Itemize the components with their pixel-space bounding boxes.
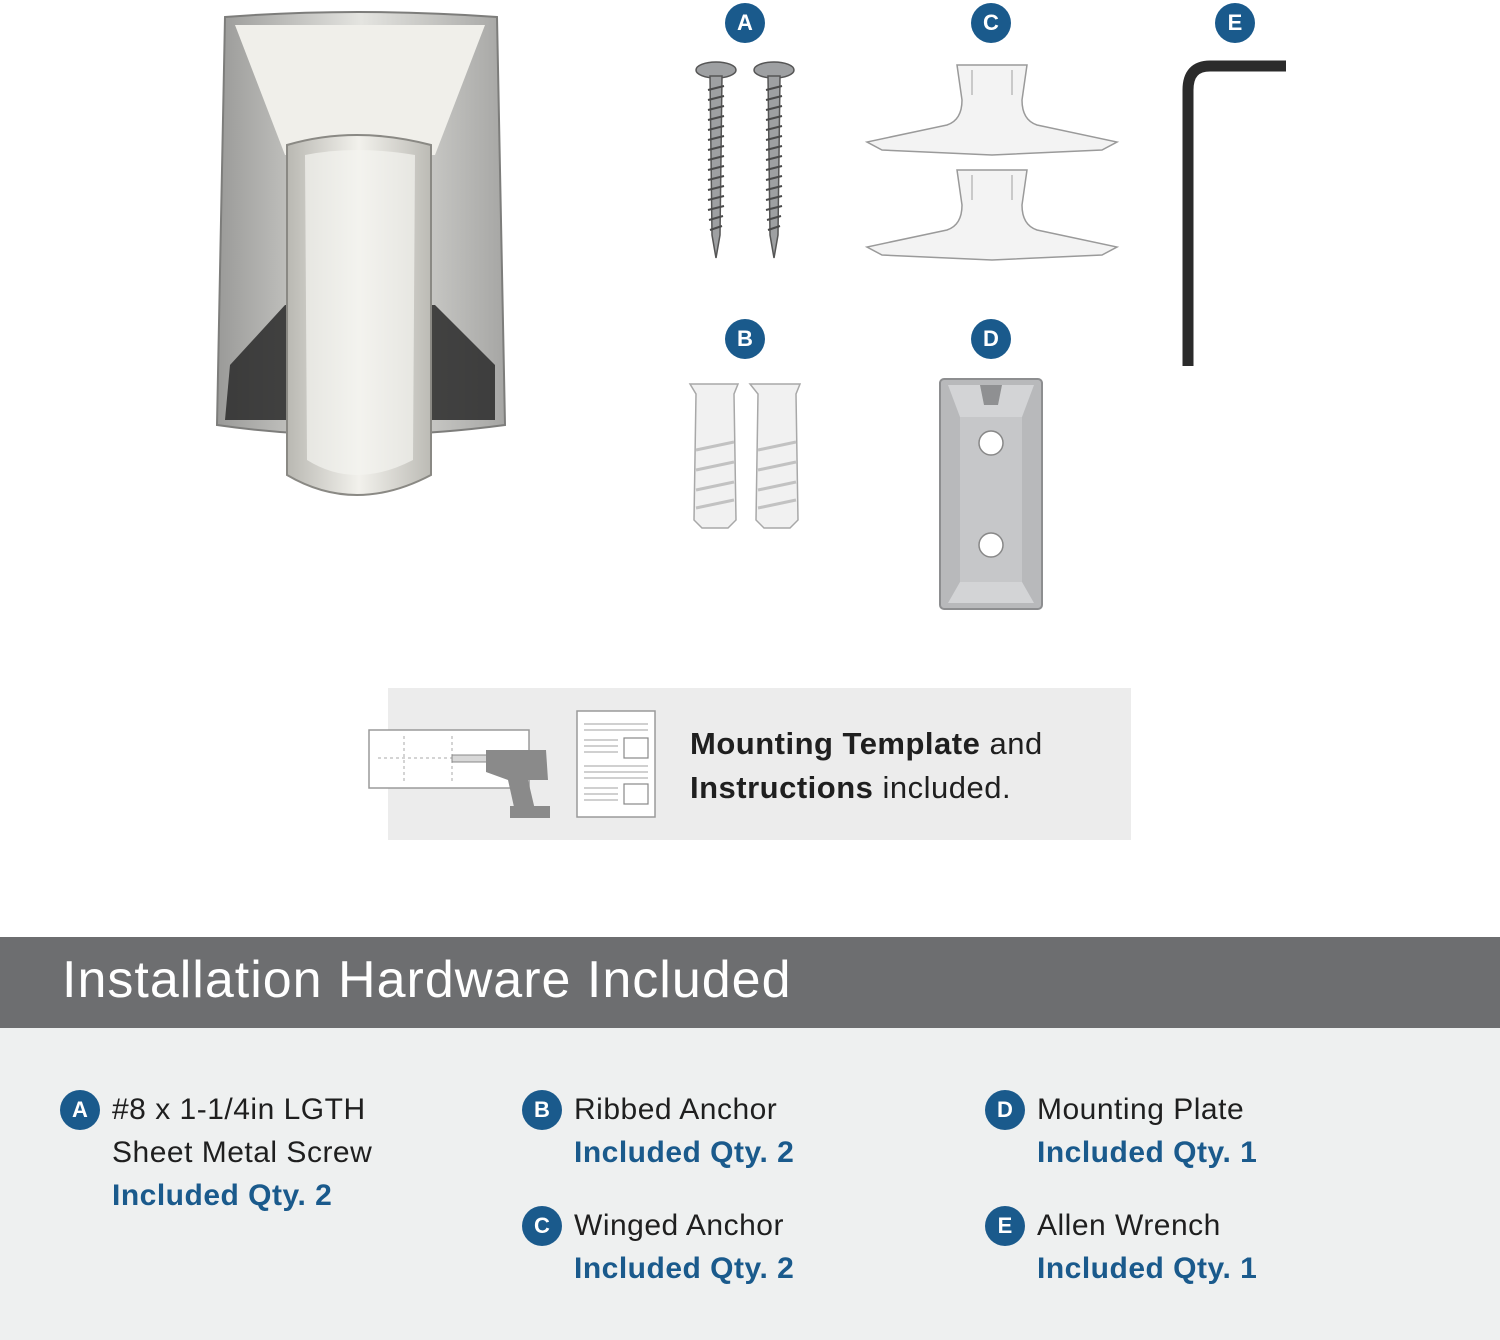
part-d-badge: D (971, 319, 1011, 359)
item-a-qty: Included Qty. 2 (112, 1179, 333, 1212)
item-b-badge: B (522, 1090, 562, 1130)
part-e-badge: E (1215, 3, 1255, 43)
item-b-qty: Included Qty. 2 (574, 1136, 795, 1169)
item-c-line1: Winged Anchor (574, 1209, 784, 1242)
item-e-line1: Allen Wrench (1037, 1209, 1221, 1242)
part-b-badge: B (725, 319, 765, 359)
drill-template-icon (368, 710, 553, 822)
item-e-badge: E (985, 1206, 1025, 1246)
item-e-qty: Included Qty. 1 (1037, 1252, 1258, 1285)
template-text-2: included. (873, 770, 1012, 805)
template-bold-1: Mounting Template (690, 726, 981, 761)
item-c-qty: Included Qty. 2 (574, 1252, 795, 1285)
screw-icon (690, 60, 800, 260)
item-b-text (574, 1088, 794, 1174)
item-d-badge: D (985, 1090, 1025, 1130)
winged-anchor-icon (862, 60, 1122, 265)
mounting-plate-icon (938, 377, 1044, 611)
item-a-text (112, 1088, 372, 1217)
part-c-badge: C (971, 3, 1011, 43)
item-d-line1: Mounting Plate (1037, 1093, 1245, 1126)
item-a-badge: A (60, 1090, 100, 1130)
template-bold-2: Instructions (690, 770, 874, 805)
item-e-text (1037, 1204, 1257, 1290)
item-a-line2: Sheet Metal Screw (112, 1136, 373, 1169)
allen-wrench-icon (1180, 60, 1290, 370)
ribbed-anchor-icon (688, 380, 803, 530)
item-b-line1: Ribbed Anchor (574, 1093, 778, 1126)
item-c-badge: C (522, 1206, 562, 1246)
part-a-badge: A (725, 3, 765, 43)
mounting-template-text (690, 722, 1120, 810)
item-d-text (1037, 1088, 1257, 1174)
template-text-1: and (980, 726, 1043, 761)
item-a-line1: #8 x 1-1/4in LGTH (112, 1093, 366, 1126)
section-title: Installation Hardware Included (62, 951, 792, 1009)
robe-hook-image (205, 5, 515, 515)
item-c-text (574, 1204, 794, 1290)
item-d-qty: Included Qty. 1 (1037, 1136, 1258, 1169)
instructions-document-icon (576, 710, 658, 820)
